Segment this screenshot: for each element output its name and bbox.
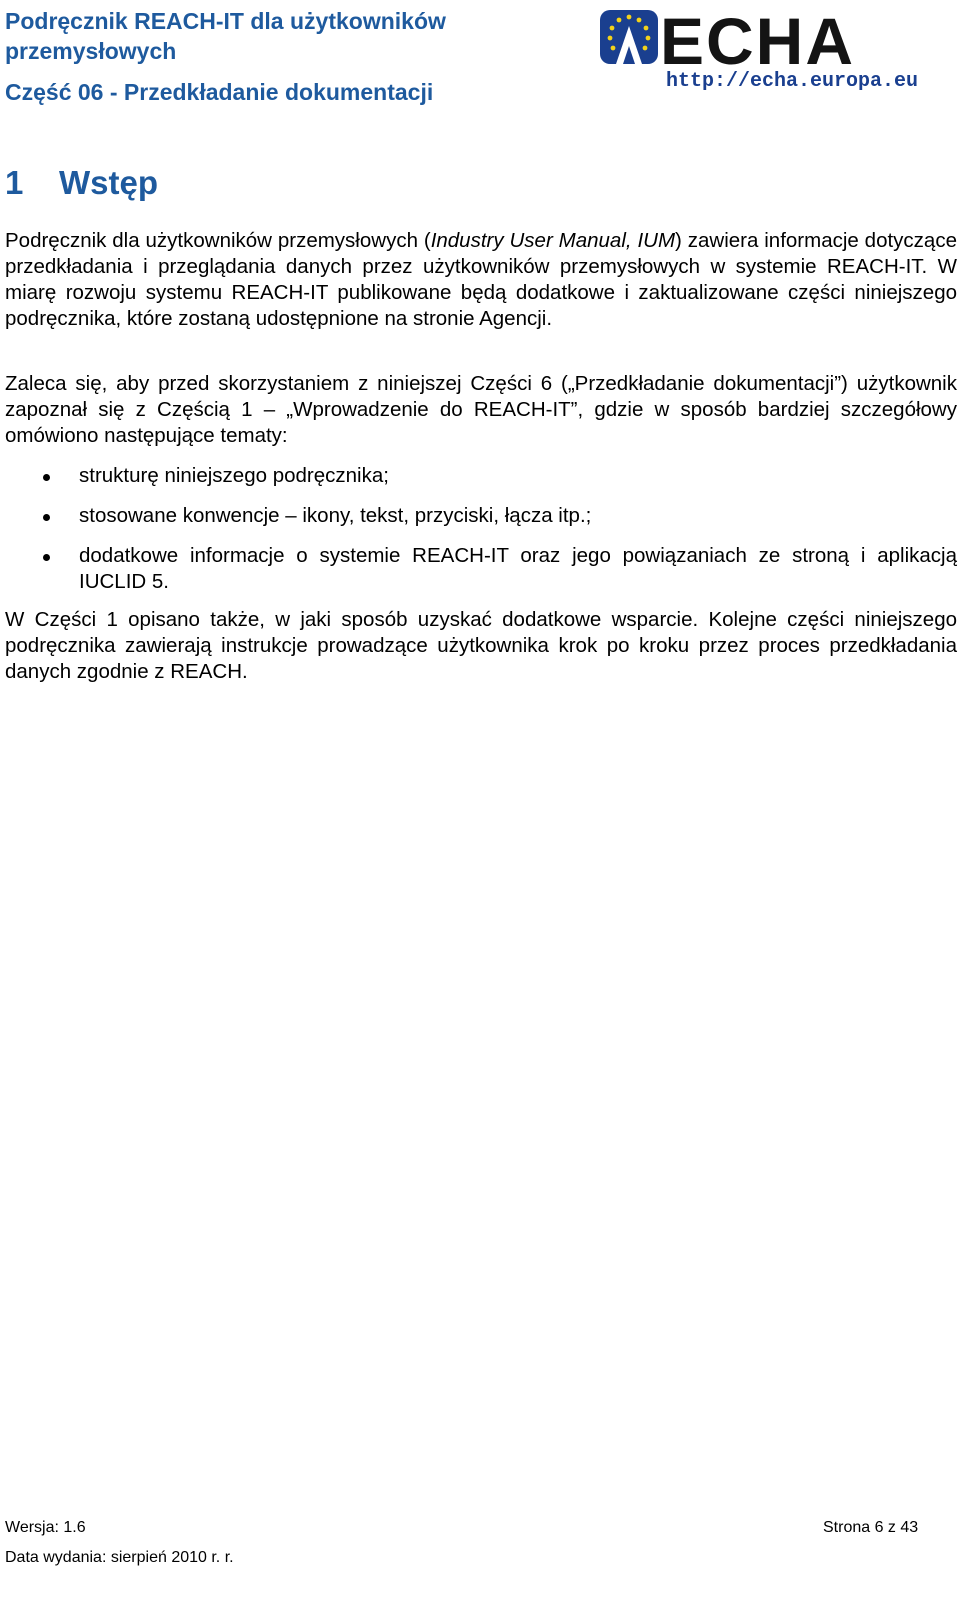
eu-emblem-icon — [600, 10, 658, 64]
document-part-title: Część 06 - Przedkładanie dokumentacji — [5, 79, 434, 105]
section-number: 1 — [5, 164, 24, 201]
document-title: Podręcznik REACH-IT dla użytkowników przemysłowych — [5, 8, 446, 64]
list-item — [5, 503, 957, 529]
footer-date: Data wydania: sierpień 2010 r. r. — [5, 1549, 234, 1566]
echa-logo — [598, 6, 938, 92]
intro-text-italic: Industry User Manual, IUM — [430, 229, 676, 252]
intro-text-start: Podręcznik dla użytkowników przemysłowych ( — [5, 229, 431, 252]
closing-paragraph: W Części 1 opisano także, w jaki sposób uzyskać dodatkowe wsparcie. Kolejne części niniejszego podręcznika zawierają instrukcje prowadzące użytkownika krok po kroku przez proces przedkładania danych zgodnie z REACH. — [5, 608, 957, 683]
bullet-icon — [43, 514, 50, 521]
bullet-icon — [43, 474, 50, 481]
recommendation-paragraph: Zaleca się, aby przed skorzystaniem z niniejszej Części 6 („Przedkładanie dokumentacji”) użytkownik zapoznał się z Częścią 1 – „Wprowadzenie do REACH-IT”, gdzie w sposób bardziej szczegółowy omówiono następujące tematy: — [5, 372, 957, 447]
topics-list — [5, 463, 957, 609]
list-item — [5, 463, 957, 489]
bullet-icon — [43, 554, 50, 561]
section-heading — [5, 163, 158, 203]
section-title: Wstęp — [59, 164, 158, 201]
footer-version: Wersja: 1.6 — [5, 1519, 86, 1536]
intro-text-end: ) zawiera informacje dotyczące przedkładania i przeglądania danych przez użytkowników przemysłowych w systemie REACH-IT. W miarę rozwoju systemu REACH-IT publikowane będą dodatkowe i zaktualizowane części niniejszego podręcznika, które zostaną udostępnione na stronie Agencji. — [5, 229, 957, 330]
intro-paragraph — [5, 228, 957, 332]
logo-url: http://echa.europa.eu — [666, 70, 919, 92]
list-item — [5, 543, 957, 595]
list-item-text: strukturę niniejszego podręcznika; — [79, 464, 389, 487]
logo-wordmark: ECHA — [660, 6, 856, 78]
list-item-text: stosowane konwencje – ikony, tekst, przyciski, łącza itp.; — [79, 504, 592, 527]
footer-page-number: Strona 6 z 43 — [823, 1519, 919, 1536]
list-item-text: dodatkowe informacje o systemie REACH-IT oraz jego powiązaniach ze stroną i aplikacją IUCLID 5. — [79, 544, 957, 593]
